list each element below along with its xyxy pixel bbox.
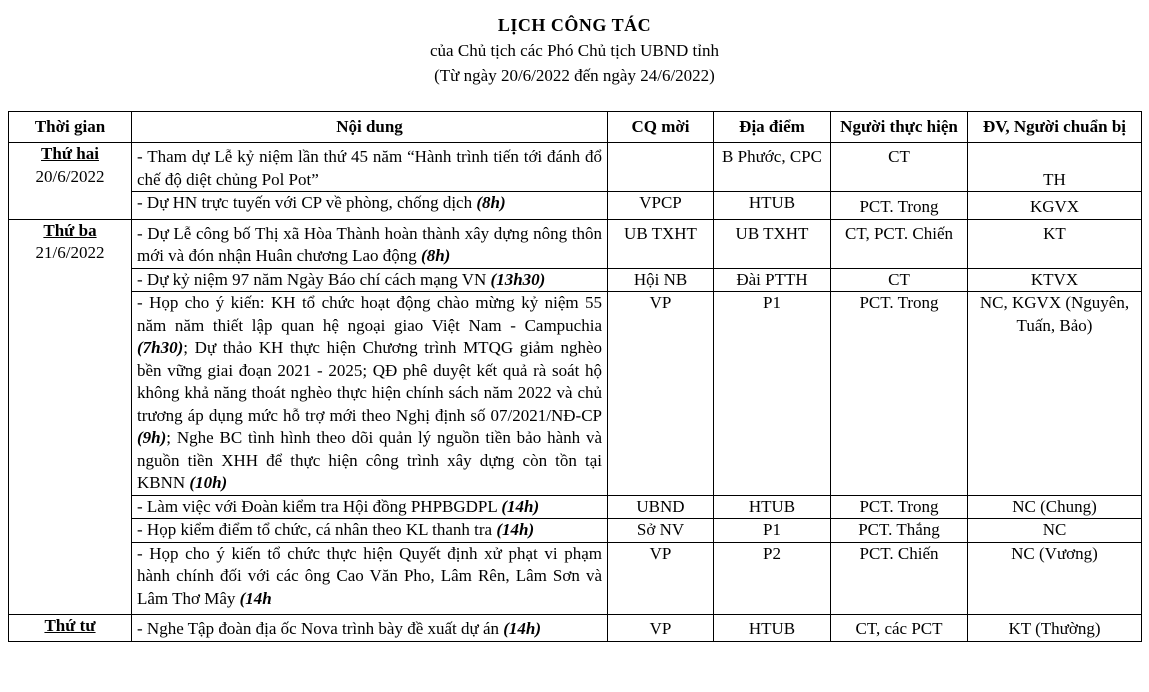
event-time: (14h) bbox=[503, 619, 542, 638]
event-inviter: VP bbox=[608, 542, 714, 615]
table-row bbox=[9, 292, 1142, 496]
event-preparer: NC (Vương) bbox=[968, 542, 1142, 615]
event-preparer: KTVX bbox=[968, 268, 1142, 292]
column-header-executor: Người thực hiện bbox=[831, 112, 968, 143]
event-executor: PCT. Trong bbox=[831, 292, 968, 496]
event-location: UB TXHT bbox=[714, 219, 831, 268]
event-inviter bbox=[608, 143, 714, 192]
day-date: 20/6/2022 bbox=[35, 166, 105, 186]
event-preparer: NC, KGVX (Nguyên, Tuấn, Bảo) bbox=[968, 292, 1142, 496]
event-preparer: NC (Chung) bbox=[968, 495, 1142, 519]
day-name: Thứ ba bbox=[43, 220, 97, 240]
event-inviter: Hội NB bbox=[608, 268, 714, 292]
event-content: - Tham dự Lễ kỷ niệm lần thứ 45 năm “Hành trình tiến tới đánh đổ chế độ diệt chủng Pol Pot” bbox=[132, 143, 608, 192]
event-time: (10h) bbox=[189, 473, 228, 492]
column-header-time: Thời gian bbox=[9, 112, 132, 143]
event-executor: CT bbox=[831, 143, 968, 192]
document-period: (Từ ngày 20/6/2022 đến ngày 24/6/2022) bbox=[434, 66, 715, 85]
document-subtitle: của Chủ tịch các Phó Chủ tịch UBND tỉnh bbox=[430, 41, 719, 60]
table-row bbox=[9, 143, 1142, 192]
event-preparer: TH bbox=[968, 143, 1142, 192]
event-preparer: KT (Thường) bbox=[968, 615, 1142, 642]
column-header-preparer: ĐV, Người chuẩn bị bbox=[968, 112, 1142, 143]
table-row bbox=[9, 268, 1142, 292]
column-header-content: Nội dung bbox=[132, 112, 608, 143]
event-inviter: UB TXHT bbox=[608, 219, 714, 268]
table-row bbox=[9, 192, 1142, 220]
event-location: P1 bbox=[714, 519, 831, 543]
event-time: (8h) bbox=[476, 193, 506, 212]
table-row bbox=[9, 615, 1142, 642]
event-location: HTUB bbox=[714, 615, 831, 642]
table-row bbox=[9, 219, 1142, 268]
event-time: (8h) bbox=[421, 246, 451, 265]
event-executor: CT, các PCT bbox=[831, 615, 968, 642]
table-row bbox=[9, 542, 1142, 615]
event-time: (7h30) bbox=[137, 338, 184, 357]
event-location: HTUB bbox=[714, 192, 831, 220]
event-executor: CT, PCT. Chiến bbox=[831, 219, 968, 268]
event-time: (9h) bbox=[137, 428, 167, 447]
event-content: - Dự kỷ niệm 97 năm Ngày Báo chí cách mạng VN (13h30) bbox=[132, 268, 608, 292]
event-content: - Làm việc với Đoàn kiểm tra Hội đồng PHPBGDPL (14h) bbox=[132, 495, 608, 519]
event-content: - Họp kiểm điểm tổ chức, cá nhân theo KL thanh tra (14h) bbox=[132, 519, 608, 543]
event-executor: PCT. Thắng bbox=[831, 519, 968, 543]
table-header-row bbox=[9, 112, 1142, 143]
table-row bbox=[9, 495, 1142, 519]
event-executor: PCT. Trong bbox=[831, 495, 968, 519]
event-location: P1 bbox=[714, 292, 831, 496]
event-preparer: KGVX bbox=[968, 192, 1142, 220]
event-content: - Họp cho ý kiến: KH tổ chức hoạt động chào mừng kỷ niệm 55 năm năm thiết lập quan hệ ngoại giao Việt Nam - Campuchia (7h30); Dự thảo KH thực hiện Chương trình MTQG giảm nghèo bền vững giai đoạn 2021 - 2025; QĐ phê duyệt kết quả rà soát hộ không khả năng thoát nghèo thực hiện chính sách năm 2022 và chủ trương áp dụng mức hỗ trợ mới theo Nghị định số 07/2021/NĐ-CP (9h); Nghe BC tình hình theo dõi quản lý nguồn tiền bảo hành và nguồn tiền XHH để thực hiện công trình xây dựng còn tồn tại KBNN (10h) bbox=[132, 292, 608, 496]
event-location: P2 bbox=[714, 542, 831, 615]
event-location: Đài PTTH bbox=[714, 268, 831, 292]
event-time: (14h) bbox=[501, 496, 540, 516]
event-time: (13h30) bbox=[490, 269, 546, 289]
event-inviter: VP bbox=[608, 615, 714, 642]
day-cell-monday bbox=[9, 143, 132, 220]
event-executor: PCT. Chiến bbox=[831, 542, 968, 615]
document-title: LỊCH CÔNG TÁC bbox=[497, 15, 652, 35]
event-inviter: VPCP bbox=[608, 192, 714, 220]
column-header-inviter: CQ mời bbox=[608, 112, 714, 143]
day-name: Thứ tư bbox=[44, 616, 96, 635]
event-content: - Dự Lễ công bố Thị xã Hòa Thành hoàn thành xây dựng nông thôn mới và đón nhận Huân chương Lao động (8h) bbox=[132, 219, 608, 268]
event-time: (14h) bbox=[496, 520, 535, 539]
column-header-location: Địa điểm bbox=[714, 112, 831, 143]
day-name: Thứ hai bbox=[41, 144, 99, 163]
event-inviter: Sở NV bbox=[608, 519, 714, 543]
event-inviter: UBND bbox=[608, 495, 714, 519]
event-location: HTUB bbox=[714, 495, 831, 519]
table-row bbox=[9, 519, 1142, 543]
event-preparer: NC bbox=[968, 519, 1142, 543]
schedule-table bbox=[8, 111, 1142, 642]
event-time: (14h bbox=[239, 588, 272, 608]
day-date: 21/6/2022 bbox=[35, 243, 105, 262]
event-executor: PCT. Trong bbox=[831, 192, 968, 220]
event-location: B Phước, CPC bbox=[714, 143, 831, 192]
day-cell-tuesday bbox=[9, 219, 132, 615]
event-preparer: KT bbox=[968, 219, 1142, 268]
day-cell-wednesday bbox=[9, 615, 132, 642]
event-content: - Họp cho ý kiến tổ chức thực hiện Quyết định xử phạt vi phạm hành chính đối với các ông Cao Văn Pho, Lâm Rên, Lâm Sơn và Lâm Thơ Mây (14h bbox=[132, 542, 608, 615]
event-content: - Dự HN trực tuyến với CP về phòng, chống dịch (8h) bbox=[132, 192, 608, 220]
event-executor: CT bbox=[831, 268, 968, 292]
event-content: - Nghe Tập đoàn địa ốc Nova trình bày đề xuất dự án (14h) bbox=[132, 615, 608, 642]
document-header bbox=[0, 0, 1149, 88]
event-inviter: VP bbox=[608, 292, 714, 496]
